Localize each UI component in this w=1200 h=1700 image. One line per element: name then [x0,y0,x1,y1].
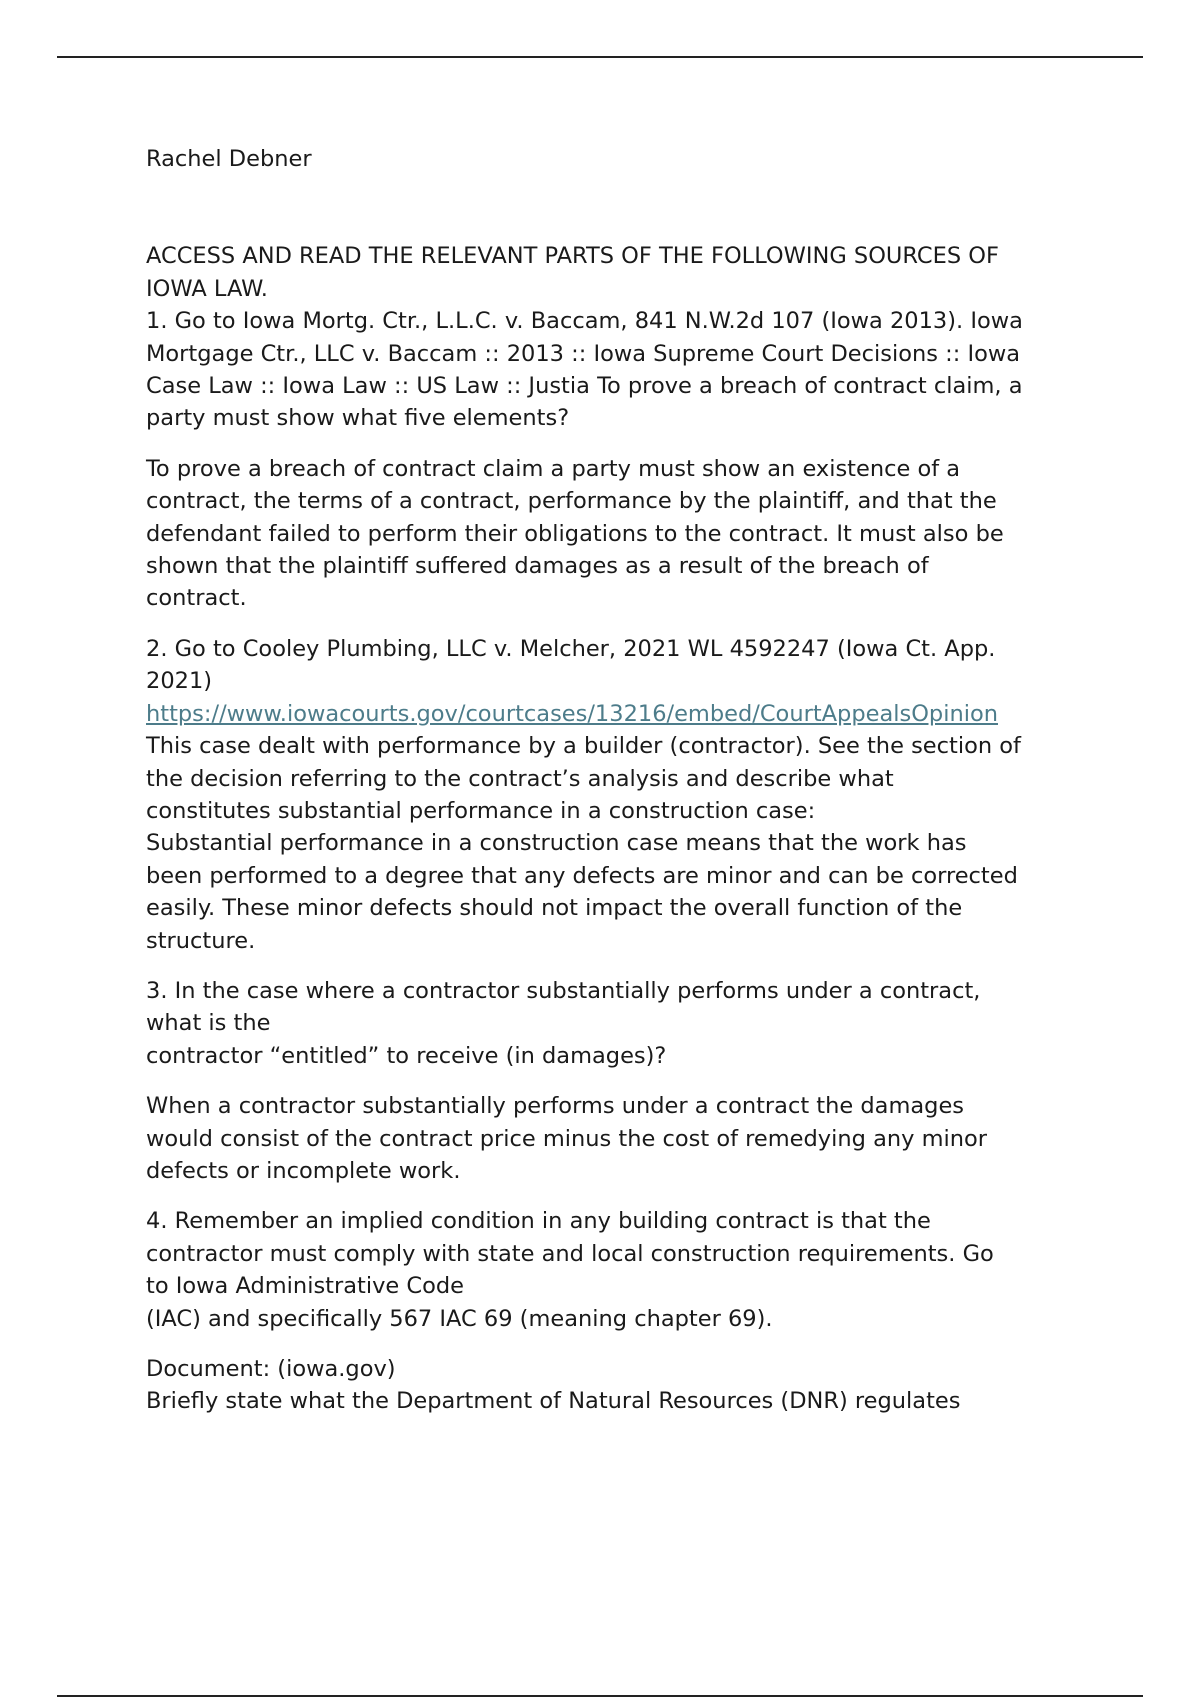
text-line: to Iowa Administrative Code [146,1273,465,1300]
text-line: party must show what five elements? [146,405,570,432]
text-line: structure. [146,927,256,954]
text-line: would consist of the contract price minus the cost of remedying any minor [146,1125,988,1152]
text-line: ACCESS AND READ THE RELEVANT PARTS OF THE FOLLOWING SOURCES OF [146,243,999,270]
text-line: 1. Go to Iowa Mortg. Ctr., L.L.C. v. Baccam, 841 N.W.2d 107 (Iowa 2013). Iowa [146,308,1023,335]
text-line: To prove a breach of contract claim a party must show an existence of a [146,455,961,482]
text-line: contractor “entitled” to receive (in damages)? [146,1042,667,1069]
author-name: Rachel Debner [146,146,312,172]
bottom-rule [57,1695,1143,1697]
text-line: 2. Go to Cooley Plumbing, LLC v. Melcher, 2021 WL 4592247 (Iowa Ct. App. [146,635,996,662]
court-opinion-link[interactable]: https://www.iowacourts.gov/courtcases/13216/embed/CourtAppealsOpinion [146,700,998,727]
paragraph-gap [146,1335,1106,1353]
text-line: 4. Remember an implied condition in any building contract is that the [146,1208,931,1235]
document-reference [146,1353,1106,1418]
text-line: contractor must comply with state and local construction requirements. Go [146,1240,994,1267]
text-line: contract. [146,585,247,612]
text-line: This case dealt with performance by a builder (contractor). See the section of [146,733,1021,760]
text-line: defendant failed to perform their obligations to the contract. It must also be [146,520,1004,547]
paragraph-gap [146,1072,1106,1090]
paragraph-gap [146,435,1106,453]
answer-3 [146,1090,1106,1187]
text-line: 2021) [146,668,213,695]
top-rule [57,56,1143,58]
text-line: Document: (iowa.gov) [146,1356,396,1382]
text-line: been performed to a degree that any defects are minor and can be corrected [146,862,1018,889]
paragraph-gap [146,615,1106,633]
text-line: Briefly state what the Department of Natural Resources (DNR) regulates [146,1388,961,1415]
text-line: defects or incomplete work. [146,1157,461,1184]
text-line: (IAC) and specifically 567 IAC 69 (meaning chapter 69). [146,1305,773,1332]
text-line: contract, the terms of a contract, performance by the plaintiff, and that the [146,488,997,515]
paragraph-gap [146,1187,1106,1205]
text-line: 3. In the case where a contractor substantially performs under a contract, [146,977,981,1004]
question-4 [146,1205,1106,1335]
question-3 [146,975,1106,1072]
text-line: constitutes substantial performance in a construction case: [146,797,816,824]
paragraph-gap [146,957,1106,975]
text-line: the decision referring to the contract’s analysis and describe what [146,765,894,792]
text-line: Case Law :: Iowa Law :: US Law :: Justia To prove a breach of contract claim, a [146,373,1023,400]
text-line: easily. These minor defects should not impact the overall function of the [146,895,963,922]
text-line: what is the [146,1010,271,1037]
text-line: When a contractor substantially performs under a contract the damages [146,1093,965,1120]
text-line: Mortgage Ctr., LLC v. Baccam :: 2013 :: Iowa Supreme Court Decisions :: Iowa [146,340,1021,367]
intro-question-1 [146,240,1106,434]
question-2-and-answer [146,633,1106,957]
text-line: shown that the plaintiff suffered damages as a result of the breach of [146,553,929,580]
text-line: IOWA LAW. [146,275,268,302]
answer-1 [146,453,1106,615]
text-line: Substantial performance in a construction case means that the work has [146,830,967,857]
document-body [146,143,1106,1418]
